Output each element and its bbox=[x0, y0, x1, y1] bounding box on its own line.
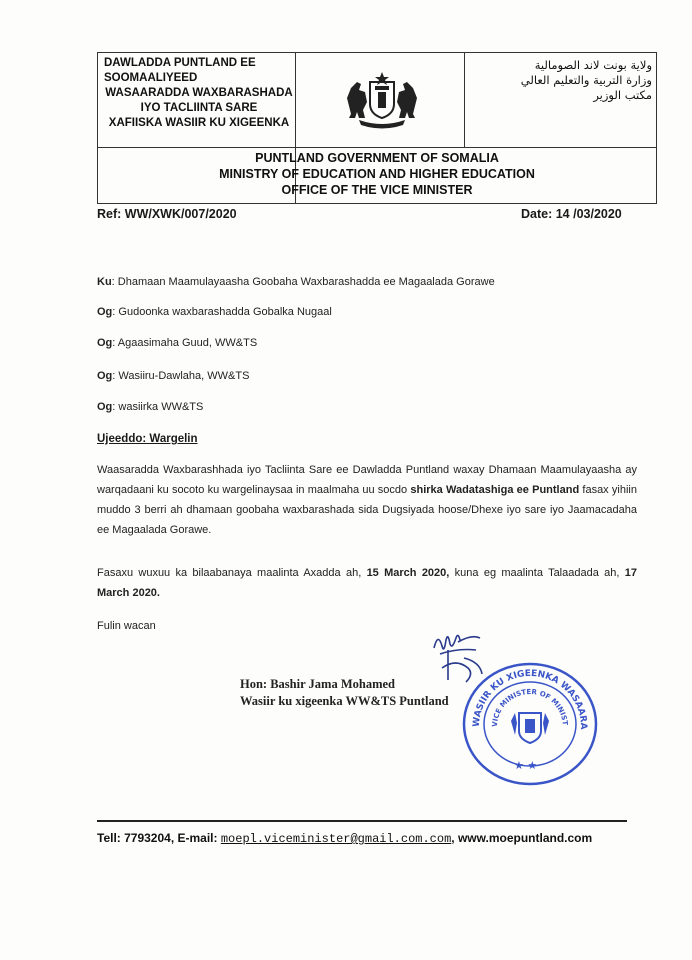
letterhead-english-line: PUNTLAND GOVERNMENT OF SOMALIA bbox=[255, 151, 499, 165]
recipient-text: wasiirka WW&TS bbox=[118, 401, 204, 413]
body-bold-text: shirka Wadatashiga ee Puntland bbox=[410, 484, 580, 496]
letterhead-somali-line: XAFIISKA WASIIR KU XIGEENKA bbox=[108, 117, 290, 129]
letterhead-arabic-line: ولاية بونت لاند الصومالية bbox=[534, 58, 652, 72]
recipient-label: Og bbox=[97, 306, 113, 318]
letter-date: Date: 14 /03/2020 bbox=[521, 207, 622, 221]
body-bold-text: 15 March 2020, bbox=[366, 567, 450, 579]
body-text: Waasaradda Waxbarashhada iyo Tacliinta Sare ee Dawladda Puntland waxay Dhamaan Maamulayaasha ay warqadaani ku socoto ku wargelinaysaa in maalmaha uu socdo bbox=[97, 464, 637, 496]
footer-contact bbox=[97, 831, 592, 846]
letterhead-english bbox=[97, 150, 657, 198]
footer-phone: Tell: 7793204, E-mail: bbox=[97, 831, 221, 845]
letterhead-arabic bbox=[468, 58, 652, 103]
letterhead-somali-line: WASAARADDA WAXBARASHADA bbox=[105, 87, 293, 99]
letterhead-divider-right bbox=[464, 52, 465, 147]
recipient-text: Agaasimaha Guud, WW&TS bbox=[117, 337, 258, 349]
recipient-line: Og: Wasiiru-Dawlaha, WW&TS bbox=[97, 370, 250, 382]
letterhead-english-line: MINISTRY OF EDUCATION AND HIGHER EDUCATION bbox=[219, 167, 535, 181]
body-paragraph-2 bbox=[97, 563, 637, 603]
recipient-line: Og: Gudoonka waxbarashadda Gobalka Nugaal bbox=[97, 306, 332, 318]
closing-line: Fulin wacan bbox=[97, 620, 156, 632]
body-text: kuna eg maalinta Talaadada ah, bbox=[449, 567, 625, 579]
recipient-text: Gudoonka waxbarashadda Gobalka Nugaal bbox=[118, 306, 332, 318]
body-bold-text: 17 March 2020. bbox=[97, 567, 637, 599]
coat-of-arms-icon bbox=[337, 68, 427, 130]
recipient-label: Og bbox=[97, 337, 113, 349]
reference-number: Ref: WW/XWK/007/2020 bbox=[97, 207, 237, 221]
recipient-line: Og: Agaasimaha Guud, WW&TS bbox=[97, 337, 258, 349]
recipient-line: Ku: Dhamaan Maamulayaasha Goobaha Waxbarashadda ee Magaalada Gorawe bbox=[97, 276, 495, 288]
stamp-inner-text: VICE MINISTER OF MINIST bbox=[490, 687, 570, 728]
svg-text:★ ★: ★ ★ bbox=[514, 759, 538, 772]
recipient-label: Og bbox=[97, 370, 113, 382]
body-text: Fasaxu wuxuu ka bilaabanaya maalinta Axadda ah, bbox=[97, 567, 367, 579]
footer-website[interactable]: , www.moepuntland.com bbox=[451, 831, 593, 845]
footer-email-link[interactable]: moepl.viceminister@gmail.com.com bbox=[220, 832, 452, 846]
body-text: fasax yihiin muddo 3 berri ah dhamaan goobaha waxbarashada sida Dugsiyada hoose/Dhexe iyo sare iyo Jaamacadaha ee Magaalada Gorawe. bbox=[97, 484, 637, 536]
body-paragraph-1 bbox=[97, 460, 637, 540]
letterhead-somali bbox=[104, 56, 294, 131]
footer-rule bbox=[97, 820, 627, 822]
letterhead-divider-horizontal bbox=[97, 147, 657, 148]
letterhead-arabic-line: وزارة التربية والتعليم العالي bbox=[520, 73, 652, 87]
recipient-text: Wasiiru-Dawlaha, WW&TS bbox=[118, 370, 250, 382]
stamp-outer-text: WASIIR KU XIGEENKA WASAARA bbox=[471, 668, 589, 730]
letterhead-somali-line: SOOMAALIYEED bbox=[104, 72, 198, 84]
signatory-block bbox=[240, 676, 449, 710]
signatory-title: Wasiir ku xigeenka WW&TS Puntland bbox=[240, 694, 449, 708]
letterhead-somali-line: IYO TACLIINTA SARE bbox=[140, 102, 258, 114]
recipient-label: Og bbox=[97, 401, 113, 413]
letterhead-somali-line: DAWLADDA PUNTLAND EE bbox=[104, 57, 256, 69]
subject-line: Ujeeddo: Wargelin bbox=[97, 433, 198, 445]
signatory-name: Hon: Bashir Jama Mohamed bbox=[240, 677, 395, 691]
recipient-line: Og: wasiirka WW&TS bbox=[97, 401, 204, 413]
letterhead-english-line: OFFICE OF THE VICE MINISTER bbox=[281, 183, 473, 197]
letterhead-arabic-line: مكتب الوزير bbox=[593, 88, 652, 102]
recipient-label: Ku bbox=[97, 276, 112, 288]
recipient-text: Dhamaan Maamulayaasha Goobaha Waxbarashadda ee Magaalada Gorawe bbox=[117, 276, 495, 288]
official-stamp bbox=[461, 661, 599, 787]
